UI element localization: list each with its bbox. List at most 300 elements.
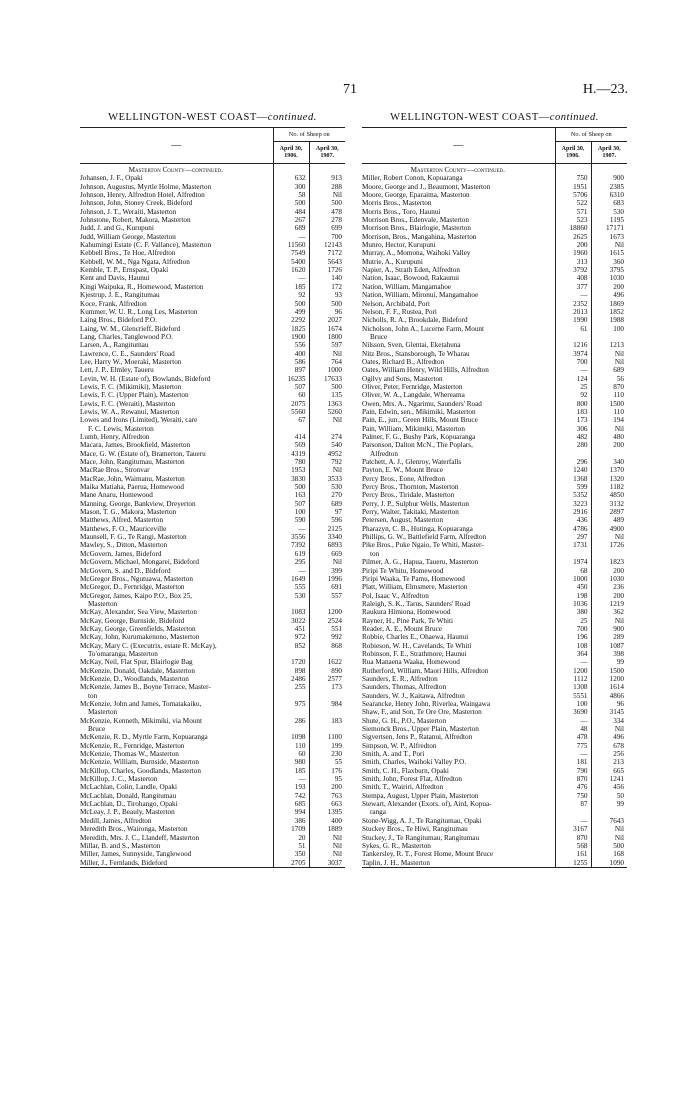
sheep-1907: 172: [309, 283, 345, 291]
owner-name: Nilsson, Sven, Glentai, Eketahuna: [362, 341, 555, 349]
sheep-1907: 362: [591, 608, 627, 616]
sheep-1906: 775: [576, 741, 588, 750]
owner-name: McGovern, S. and D., Bideford: [80, 567, 273, 575]
sheep-1906: 280: [576, 441, 588, 450]
owner-name: Meredith, Mrs. J. C., Llandeff, Masterton: [80, 834, 273, 842]
sheep-1906: 1240: [573, 466, 588, 475]
table-row: [362, 316, 627, 324]
table-row: [80, 558, 345, 566]
sheep-1906: 1960: [573, 249, 588, 258]
owner-name: Nitz Bros., Stansborough, Te Wharau: [362, 350, 555, 358]
sheep-1907: 2897: [591, 508, 627, 516]
sheep-1907: 551: [309, 625, 345, 633]
table-row: [362, 408, 627, 416]
owner-name: Pike Bros., Puke Ngaio, Te Whiti, Master-: [362, 541, 555, 549]
sheep-1906: 124: [576, 374, 588, 383]
sheep-1907: 399: [309, 567, 345, 575]
table-row: [362, 767, 627, 775]
sheep-1906: 92: [298, 291, 306, 300]
sheep-1907: 2577: [309, 675, 345, 683]
sheep-count-header: No. of Sheep on: [555, 128, 627, 142]
owner-name: Pilmer, A. G., Hapua, Taueru, Masterton: [362, 558, 555, 566]
sheep-1906: 1036: [573, 599, 588, 608]
table-row: [80, 308, 345, 316]
table-row: [362, 800, 627, 808]
sheep-1907: 1182: [591, 483, 627, 491]
sheep-1907: 1800: [309, 333, 345, 341]
owner-name: McKay, George, Burnside, Bideford: [80, 617, 273, 625]
owner-name: Pain, William, Mikimiki, Masterton: [362, 425, 555, 433]
sheep-1906: —: [580, 658, 588, 667]
sheep-1907: 17633: [309, 375, 345, 383]
sheep-1906: 364: [576, 649, 588, 658]
sheep-1906: 742: [294, 791, 306, 800]
owner-name: Platt, William, Elmsmere, Masterton: [362, 583, 555, 591]
table-row: [80, 850, 345, 858]
sheep-1907: 334: [591, 717, 627, 725]
table-row: [80, 483, 345, 491]
sheep-1907: 500: [591, 842, 627, 850]
sheep-1907: 176: [309, 767, 345, 775]
table-row-continuation: [80, 725, 345, 733]
sheep-1907: 489: [591, 516, 627, 524]
owner-name: Robieson, W. H., Cavelands, Te Whiti: [362, 642, 555, 650]
sheep-1906: 1649: [291, 574, 306, 583]
owner-name: Shute, G. H., P.O., Masterton: [362, 717, 555, 725]
sheep-1906: 181: [576, 758, 588, 767]
sheep-1907: Nil: [309, 842, 345, 850]
table-row: [362, 308, 627, 316]
owner-column-header: —: [362, 128, 555, 164]
sheep-1906: 20: [298, 833, 306, 842]
sheep-1907: Nil: [591, 533, 627, 541]
sheep-1907: 96: [309, 308, 345, 316]
empty-cell: [273, 692, 309, 700]
sheep-1907: 4866: [591, 692, 627, 700]
owner-name: Simpson, W. P., Alfredton: [362, 742, 555, 750]
owner-name: Reader, A. E., Mount Bruce: [362, 625, 555, 633]
sheep-1906: 500: [294, 199, 306, 208]
sheep-1906: 110: [294, 741, 306, 750]
sheep-1907: Nil: [591, 617, 627, 625]
table-row: [80, 475, 345, 483]
sheep-1907: 99: [591, 658, 627, 666]
sheep-1907: 110: [591, 408, 627, 416]
table-row: [362, 758, 627, 766]
owner-name: Robbie, Charles E., Ohaewa, Haunui: [362, 633, 555, 641]
owner-name: Lewis, W. A., Rewanui, Masterton: [80, 408, 273, 416]
sheep-1906: 286: [294, 716, 306, 725]
sheep-1907: 12143: [309, 241, 345, 249]
sheep-1907: Nil: [309, 850, 345, 858]
table-row: [362, 825, 627, 833]
table-row-continuation: [362, 808, 627, 816]
sheep-1906: 161: [576, 850, 588, 859]
table-row: [362, 233, 627, 241]
sheep-1907: 4952: [309, 450, 345, 458]
sheep-1907: 4850: [591, 491, 627, 499]
table-row: [362, 700, 627, 708]
sheep-1907: 1622: [309, 658, 345, 666]
sheep-1906: 295: [294, 558, 306, 567]
sheep-1906: 296: [576, 458, 588, 467]
table-row: [80, 625, 345, 633]
sheep-1907: 110: [591, 391, 627, 399]
sheep-1907: 1241: [591, 775, 627, 783]
sheep-1906: 800: [576, 399, 588, 408]
sheep-1907: 135: [309, 391, 345, 399]
sheep-1907: 200: [591, 592, 627, 600]
owner-name: Raleigh, S. K., Tarus, Saunders' Road: [362, 600, 555, 608]
year-1907-header: April 30, 1907.: [591, 142, 627, 164]
owner-name: Perry, Walter, Takitaki, Masterton: [362, 508, 555, 516]
sheep-1906: 267: [294, 216, 306, 225]
sheep-1907: 270: [309, 491, 345, 499]
sheep-1907: 6893: [309, 541, 345, 549]
owner-name: Morrison, Bros., Mangahina, Masterton: [362, 233, 555, 241]
owner-name: Mawley, S., Ditton, Masterton: [80, 541, 273, 549]
table-row: [362, 341, 627, 349]
owner-name: Sigvertsen, Jens P., Ratanui, Alfredton: [362, 733, 555, 741]
owner-name: Judd, J. and G., Kurupuni: [80, 224, 273, 232]
table-row: [362, 834, 627, 842]
owner-name: Rua Manaena Waaka, Homewood: [362, 658, 555, 666]
owner-name: Johnson, J. T., Weraiti, Masterton: [80, 208, 273, 216]
right-column: [362, 112, 627, 868]
owner-name: Johnson, John, Stoney Creek, Bideford: [80, 199, 273, 207]
owner-name-continuation: Masterton: [80, 708, 273, 716]
table-row: [80, 859, 345, 868]
sheep-1906: 994: [294, 808, 306, 817]
sheep-1906: 1200: [573, 666, 588, 675]
owner-name: Manning, George, Bankview, Dreyerton: [80, 500, 273, 508]
table-row: [80, 416, 345, 424]
owner-name: Kingi Waipuka, R., Homewood, Masterton: [80, 283, 273, 291]
table-row: [362, 583, 627, 591]
sheep-1906: 1990: [573, 316, 588, 325]
sheep-1906: 530: [294, 591, 306, 600]
sheep-1907: 1726: [591, 541, 627, 549]
sheep-1907: 478: [309, 208, 345, 216]
owner-name: Nicholls, R. A., Brookdale, Bideford: [362, 316, 555, 324]
sheep-1907: 1996: [309, 575, 345, 583]
sheep-1907: 530: [309, 483, 345, 491]
owner-name: McGregor Bros., Ngutuawa, Masterton: [80, 575, 273, 583]
table-row: [362, 491, 627, 499]
section-heading-row: [80, 164, 345, 175]
owner-name: Maunsell, F. G., Te Rangi, Masterton: [80, 533, 273, 541]
table-row: [362, 441, 627, 449]
sheep-1906: 1112: [573, 674, 588, 683]
sheep-1907: 1889: [309, 825, 345, 833]
sheep-1906: 5706: [573, 191, 588, 200]
empty-cell: [555, 808, 591, 816]
table-row: [80, 642, 345, 650]
table-row: [362, 817, 627, 825]
table-row: [362, 358, 627, 366]
owner-name: Lewis, F. C. (Upper Plain), Masterton: [80, 391, 273, 399]
sheep-1907: Nil: [309, 466, 345, 474]
table-row: [362, 283, 627, 291]
owner-name: Nation, Isaac, Bowood, Rakaunui: [362, 274, 555, 282]
table-row: [362, 642, 627, 650]
sheep-1907: 763: [309, 792, 345, 800]
table-row: [80, 291, 345, 299]
sheep-1907: 96: [591, 700, 627, 708]
sheep-1906: 58: [298, 191, 306, 200]
sheep-1907: Nil: [309, 416, 345, 424]
sheep-1907: 5643: [309, 258, 345, 266]
table-row: [80, 208, 345, 216]
sheep-1907: 596: [309, 516, 345, 524]
table-row: [80, 608, 345, 616]
sheep-1906: 482: [576, 433, 588, 441]
owner-name: Nation, William, Mangamahoe: [362, 283, 555, 291]
sheep-1906: 780: [294, 458, 306, 467]
sheep-1906: 522: [576, 199, 588, 208]
table-row: [362, 500, 627, 508]
owner-name: McGregor, D., Fernridge, Masterton: [80, 583, 273, 591]
sheep-1906: —: [298, 566, 306, 575]
owner-name: McKenzie, D., Woodlands, Masterton: [80, 675, 273, 683]
sheep-1907: 500: [309, 300, 345, 308]
table-row: [80, 541, 345, 549]
table-row: [362, 249, 627, 257]
sheep-1906: 5352: [573, 491, 588, 500]
sheep-1907: 1500: [591, 667, 627, 675]
owner-name: MacRae, John, Waimanu, Masterton: [80, 475, 273, 483]
empty-cell: [555, 333, 591, 341]
sheep-1906: 1720: [291, 658, 306, 667]
table-row: [362, 750, 627, 758]
sheep-1907: Nil: [591, 241, 627, 249]
sheep-1906: 163: [294, 491, 306, 500]
sheep-1906: 198: [576, 591, 588, 600]
sheep-1906: 408: [576, 274, 588, 283]
year-1907-header: April 30, 1907.: [309, 142, 345, 164]
sheep-1906: 60: [298, 750, 306, 759]
table-row-continuation: [80, 650, 345, 658]
owner-name: Kjestrup, J. E., Rangitumau: [80, 291, 273, 299]
owner-name: McKay, Neil, Flat Spur, Blairlogie Bag: [80, 658, 273, 666]
empty-cell: [273, 164, 309, 175]
empty-cell: [591, 550, 627, 558]
owner-name: Kebbell, W. M., Nga Ngata, Alfredton: [80, 258, 273, 266]
owner-name: Oates, William Henry, Wild Hills, Alfredton: [362, 366, 555, 374]
table-row: [80, 233, 345, 241]
table-row: [362, 516, 627, 524]
sheep-1906: 173: [576, 416, 588, 425]
owner-name: Smith, T., Wairiri, Alfredton: [362, 783, 555, 791]
sheep-1907: 289: [591, 633, 627, 641]
sheep-1906: 3556: [291, 533, 306, 542]
sheep-1907: 236: [591, 583, 627, 591]
table-row: [80, 199, 345, 207]
sheep-1907: 764: [309, 358, 345, 366]
owner-name-continuation: Masterton: [80, 600, 273, 608]
owner-name: Owen, Mrs. A., Ngarimu, Saunders' Road: [362, 400, 555, 408]
owner-name: Oates, Richard B., Alfredton: [362, 358, 555, 366]
sheep-1906: 2916: [573, 508, 588, 517]
table-row: [362, 291, 627, 299]
owner-name: McKillop, Charles, Goodlands, Masterton: [80, 767, 273, 775]
sheep-1906: 1000: [573, 574, 588, 583]
sheep-1906: 306: [576, 424, 588, 433]
owner-name: Percy Bros., Tiridale, Masterton: [362, 491, 555, 499]
left-column: [80, 112, 345, 868]
table-row: [80, 300, 345, 308]
table-row: [362, 508, 627, 516]
owner-name: McKenzie, John and James, Tomatakaiku,: [80, 700, 273, 708]
sheep-1906: 3792: [573, 266, 588, 275]
owner-name: Stuckey, J., Te Rangitumau, Rangitumau: [362, 834, 555, 842]
owner-name: Oliver, Peter, Fernridge, Masterton: [362, 383, 555, 391]
sheep-1906: 478: [576, 733, 588, 742]
sheep-1907: 56: [591, 375, 627, 383]
sheep-1906: 1825: [291, 324, 306, 333]
sheep-1906: 185: [294, 282, 306, 291]
sheep-1907: 99: [591, 800, 627, 808]
sheep-1906: 92: [580, 391, 588, 400]
sheep-1907: 3795: [591, 266, 627, 274]
owner-name: Miller, Robert Conon, Kopuaranga: [362, 174, 555, 182]
sheep-1906: 484: [294, 207, 306, 216]
owner-name: McKenzie, William, Burnside, Masterton: [80, 758, 273, 766]
table-row: [80, 767, 345, 775]
owner-name: Morris Bros., Toro, Haunui: [362, 208, 555, 216]
sheep-1906: 61: [580, 324, 588, 333]
sheep-1907: 792: [309, 458, 345, 466]
owner-name: Larsen, A., Rangitumau: [80, 341, 273, 349]
sheep-1907: 500: [309, 383, 345, 391]
sheep-1906: 51: [298, 841, 306, 850]
sheep-1906: 414: [294, 433, 306, 441]
sheep-1906: 313: [576, 257, 588, 266]
empty-cell: [555, 550, 591, 558]
table-row: [362, 633, 627, 641]
table-row-continuation: [80, 600, 345, 608]
sheep-1907: 663: [309, 800, 345, 808]
sheep-1906: 2013: [573, 307, 588, 316]
sheep-1907: 3145: [591, 708, 627, 716]
owner-name: Kummer, W. U. R., Long Les, Masterton: [80, 308, 273, 316]
owner-name: Taplin, J. H., Masterton: [362, 859, 555, 868]
table-row: [80, 808, 345, 816]
sheep-1906: 380: [576, 608, 588, 617]
sheep-1907: 50: [591, 792, 627, 800]
sheep-1907: 540: [309, 441, 345, 449]
sheep-1907: 691: [309, 583, 345, 591]
table-row: [362, 350, 627, 358]
table-row: [80, 792, 345, 800]
table-row: [362, 575, 627, 583]
table-row: [80, 758, 345, 766]
empty-cell: [273, 600, 309, 608]
sheep-1907: 3340: [309, 533, 345, 541]
table-row: [80, 700, 345, 708]
table-row: [362, 216, 627, 224]
owner-name: Stuckey Bros., Te Hiwi, Rangitumau: [362, 825, 555, 833]
sheep-1906: —: [580, 816, 588, 825]
sheep-1907: 870: [591, 383, 627, 391]
sheep-1907: 199: [309, 742, 345, 750]
owner-name: Laing Bros., Bideford P.O.: [80, 316, 273, 324]
empty-cell: [273, 425, 309, 433]
owner-name: Kahumingi Estate (C. F. Vallance), Masterton: [80, 241, 273, 249]
sheep-1906: 1974: [573, 558, 588, 567]
sheep-1907: 140: [309, 274, 345, 282]
sheep-1906: 3974: [573, 349, 588, 358]
owner-name: Stone-Wigg, A. J., Te Rangitumau, Opaki: [362, 817, 555, 825]
owner-name: McGovern, Michael, Mongarei, Bideford: [80, 558, 273, 566]
table-row: [362, 483, 627, 491]
sheep-1907: 669: [309, 550, 345, 558]
empty-cell: [309, 425, 345, 433]
owner-name: Searancke, Henry John, Riverlea, Waingawa: [362, 700, 555, 708]
sheep-1907: Nil: [591, 834, 627, 842]
owner-name: Mane Anaru, Homewood: [80, 491, 273, 499]
sheep-1906: 4319: [291, 449, 306, 458]
sheep-1906: 790: [576, 766, 588, 775]
owner-name: Judd, William George, Masterton: [80, 233, 273, 241]
table-row: [362, 717, 627, 725]
empty-cell: [309, 600, 345, 608]
table-row: [80, 283, 345, 291]
sheep-1907: 496: [591, 733, 627, 741]
table-row: [362, 183, 627, 191]
sheep-1907: 194: [591, 416, 627, 424]
sheep-1906: 2486: [291, 674, 306, 683]
owner-name: Kebbell Bros., Te Hoe, Alfredton: [80, 249, 273, 257]
table-row: [362, 300, 627, 308]
sheep-count-header: No. of Sheep on: [273, 128, 345, 142]
sheep-1906: 25: [580, 616, 588, 625]
owner-name: Miller, J., Fernlands, Bideford: [80, 859, 273, 868]
table-row: [362, 667, 627, 675]
sheep-1907: 530: [591, 208, 627, 216]
empty-cell: [273, 725, 309, 733]
sheep-1906: 750: [576, 174, 588, 183]
sheep-1907: 230: [309, 750, 345, 758]
table-row: [80, 508, 345, 516]
sheep-1907: Nil: [591, 825, 627, 833]
sheep-1907: Nil: [591, 725, 627, 733]
table-row: [80, 633, 345, 641]
table-row: [80, 391, 345, 399]
sheep-1906: 7392: [291, 541, 306, 550]
sheep-1906: 555: [294, 583, 306, 592]
sheep-1906: 377: [576, 282, 588, 291]
sheep-1906: 556: [294, 341, 306, 350]
year-1906-header: April 30, 1906.: [555, 142, 591, 164]
sheep-1907: 1674: [309, 325, 345, 333]
owner-name: McLachlan, D., Tirohango, Opaki: [80, 800, 273, 808]
owner-name: Parsonson, Dalton McN., The Poplars,: [362, 441, 555, 449]
owner-name: Pol, Isaac V., Alfredton: [362, 592, 555, 600]
sheep-1907: Nil: [309, 558, 345, 566]
sheep-1906: 980: [294, 758, 306, 767]
owner-name: Saunders, E. R., Alfredton: [362, 675, 555, 683]
sheep-1907: 1090: [591, 859, 627, 868]
table-row: [80, 441, 345, 449]
owner-name: Pain, Edwin, sen., Mikimiki, Masterton: [362, 408, 555, 416]
table-row: [80, 400, 345, 408]
owner-name: Morrison Bros., Blairlogie, Masterton: [362, 224, 555, 232]
sheep-1906: 1731: [573, 541, 588, 550]
table-row: [362, 366, 627, 374]
table-row: [80, 658, 345, 666]
table-row: [80, 533, 345, 541]
